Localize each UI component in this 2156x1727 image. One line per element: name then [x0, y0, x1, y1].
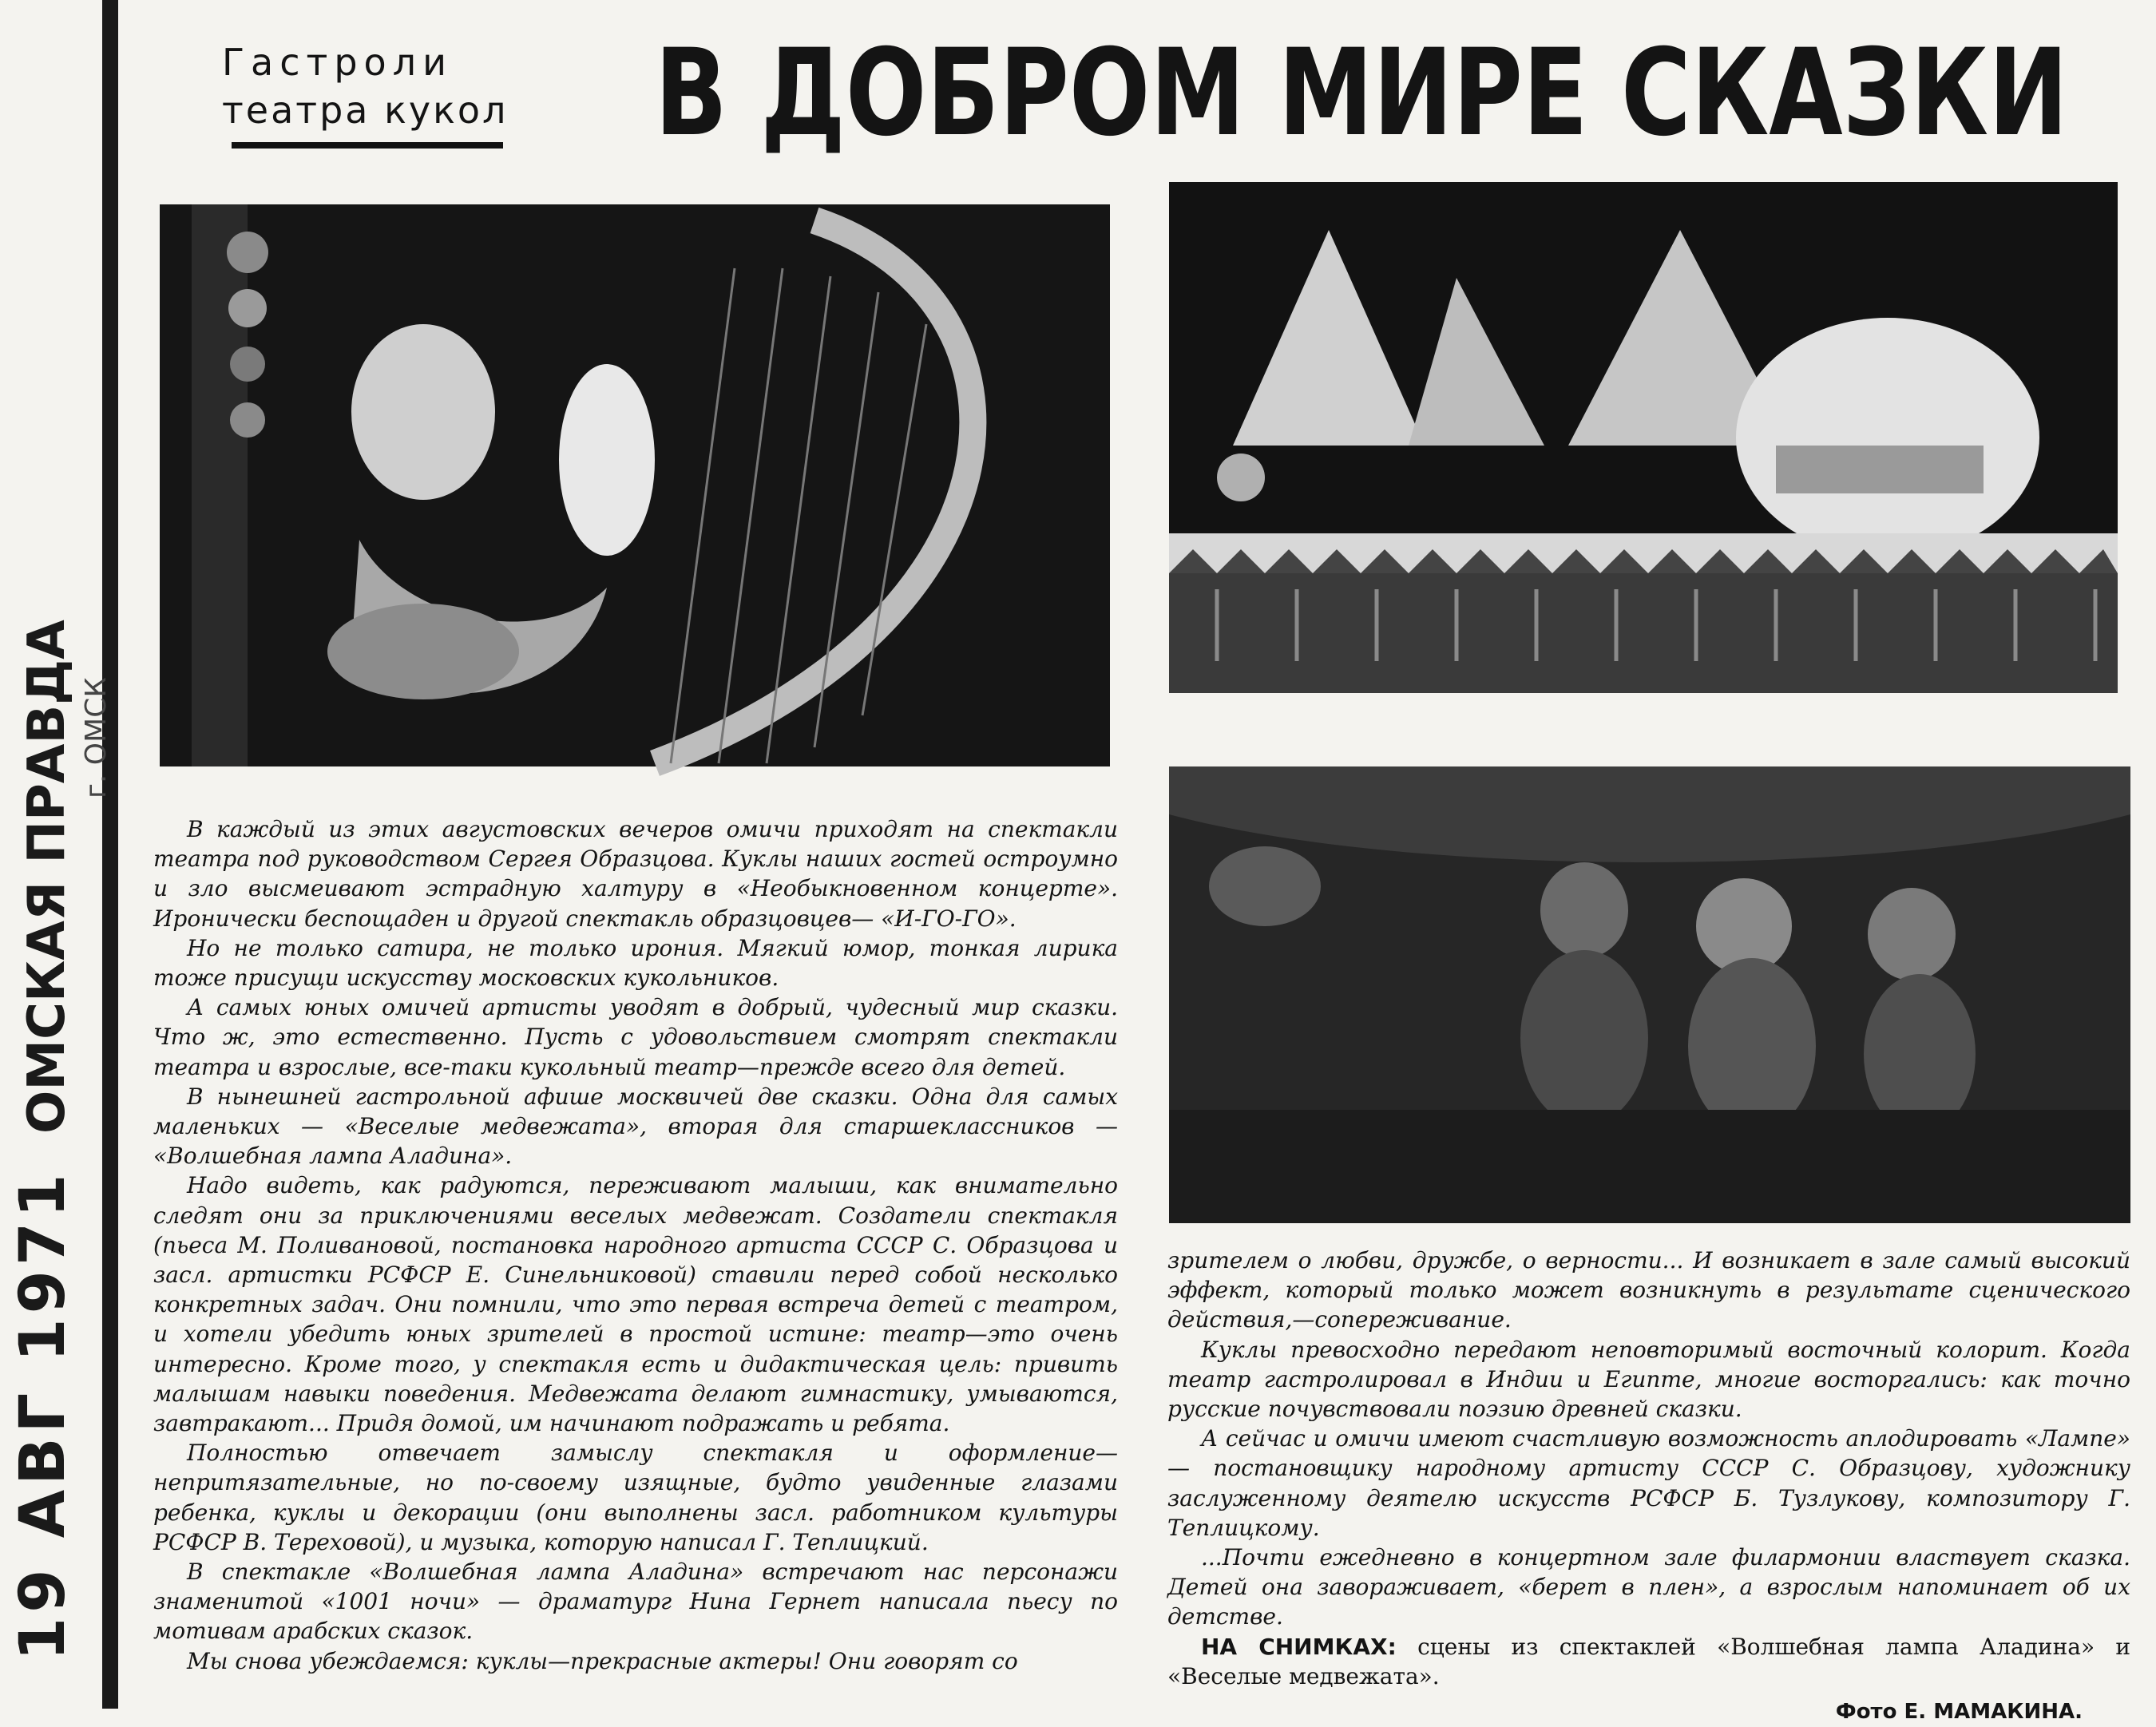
paragraph: В каждый из этих августовских вечеров омичи приходят на спектакли театра под руководством Сергея Образцова. Куклы наших гостей остроумно и зло высмеивают эстрадную халтуру в «Необыкновенном концерте». Иронически беспощаден и другой спектакль образцовцев— «И-ГО-ГО». — [153, 816, 1118, 932]
photo-caption — [1167, 1632, 2130, 1691]
rubric-line-2: театра кукол — [222, 89, 509, 132]
stamp-city: г. ОМСК — [80, 677, 113, 798]
stamp-date: 19 АВГ 1971 — [7, 1169, 79, 1661]
headline-text: В ДОБРОМ МИРЕ СКАЗКИ — [655, 24, 2068, 163]
paragraph: В спектакле «Волшебная лампа Аладина» встречают нас персонажи знаменитой «1001 ночи» — драматург Нина Гернет написала пьесу по мотивам арабских сказок. — [153, 1559, 1118, 1645]
article-column-right — [1167, 1246, 2130, 1727]
margin-rule — [102, 0, 118, 1709]
paragraph: В нынешней гастрольной афише москвичей две сказки. Одна для самых маленьких — «Веселые медвежата», вторая для старшеклассников — «Волшебная лампа Аладина». — [153, 1083, 1118, 1170]
paragraph: А сейчас и омичи имеют счастливую возможность аплодировать «Лампе» — постановщику народному артисту СССР С. Образцову, художнику заслуженному деятелю искусств РСФСР Б. Тузлукову, композитору Г. Теплицкому. — [1167, 1425, 2130, 1541]
paragraph: зрителем о любви, дружбе, о верности... И возникает в зале самый высокий эффект, который только может возникнуть в результате сценического действия,—сопереживание. — [1167, 1247, 2130, 1333]
headline — [655, 24, 2076, 163]
rubric — [222, 38, 509, 134]
caption-lead: НА СНИМКАХ: — [1201, 1633, 1397, 1660]
paragraph: ...Почти ежедневно в концертном зале филармонии властвует сказка. Детей она завораживает, «берет в плен», а взрослым напоминает об их детстве. — [1167, 1544, 2130, 1630]
article-column-left — [153, 814, 1118, 1676]
paragraph: А самых юных омичей артисты уводят в добрый, чудесный мир сказки. Что ж, это естественно. Пусть с удовольствием смотрят спектакли театра и взрослые, все-таки кукольный театр—прежде всего для детей. — [153, 994, 1118, 1080]
photo-bears-scene — [1169, 766, 2130, 1223]
paragraph: Мы снова убеждаемся: куклы—прекрасные актеры! Они говорят со — [187, 1647, 1018, 1674]
caption-text: сцены из спектаклей «Волшебная лампа Аладина» и «Веселые медвежата». — [1167, 1633, 2130, 1689]
photo-credit: Фото Е. МАМАКИНА. — [1835, 1699, 2083, 1724]
paragraph: Но не только сатира, не только ирония. Мягкий юмор, тонкая лирика тоже присущи искусству московских кукольников. — [153, 934, 1118, 992]
photo-elephant-scene — [1169, 182, 2118, 693]
rubric-underline — [232, 142, 503, 149]
archive-stamp — [0, 335, 113, 1693]
rubric-line-1: Гастроли — [222, 41, 453, 84]
paragraph: Полностью отвечает замыслу спектакля и оформление—непритязательные, но по-своему изящные, будто увиденные глазами ребенка, куклы и декорации (они выполнены засл. работником культуры РСФСР В. Тереховой), и музыка, которую написал Г. Теплицкий. — [153, 1440, 1118, 1555]
photo-harp-puppets — [160, 204, 1110, 766]
paragraph: Куклы превосходно передают неповторимый восточный колорит. Когда театр гастролировал в Индии и Египте, многие восторгались: как точно русские почувствовали поэзию древней сказки. — [1167, 1336, 2130, 1423]
paragraph: Надо видеть, как радуются, переживают малыши, как внимательно следят они за приключениями веселых медвежат. Создатели спектакля (пьеса М. Поливановой, постановка народного артиста СССР С. Образцова и засл. артистки РСФСР Е. Синельниковой) ставили перед собой несколько конкретных задач. Они помнили, что это первая встреча детей с театром, и хотели убедить юных зрителей в простой истине: театр—это очень интересно. Кроме того, у спектакля есть и дидактическая цель: привить малышам навыки поведения. Медвежата делают гимнастику, умываются, завтракают... Придя домой, им начинают подражать и ребята. — [153, 1172, 1118, 1437]
stamp-newspaper-name: ОМСКАЯ ПРАВДА — [18, 620, 77, 1134]
